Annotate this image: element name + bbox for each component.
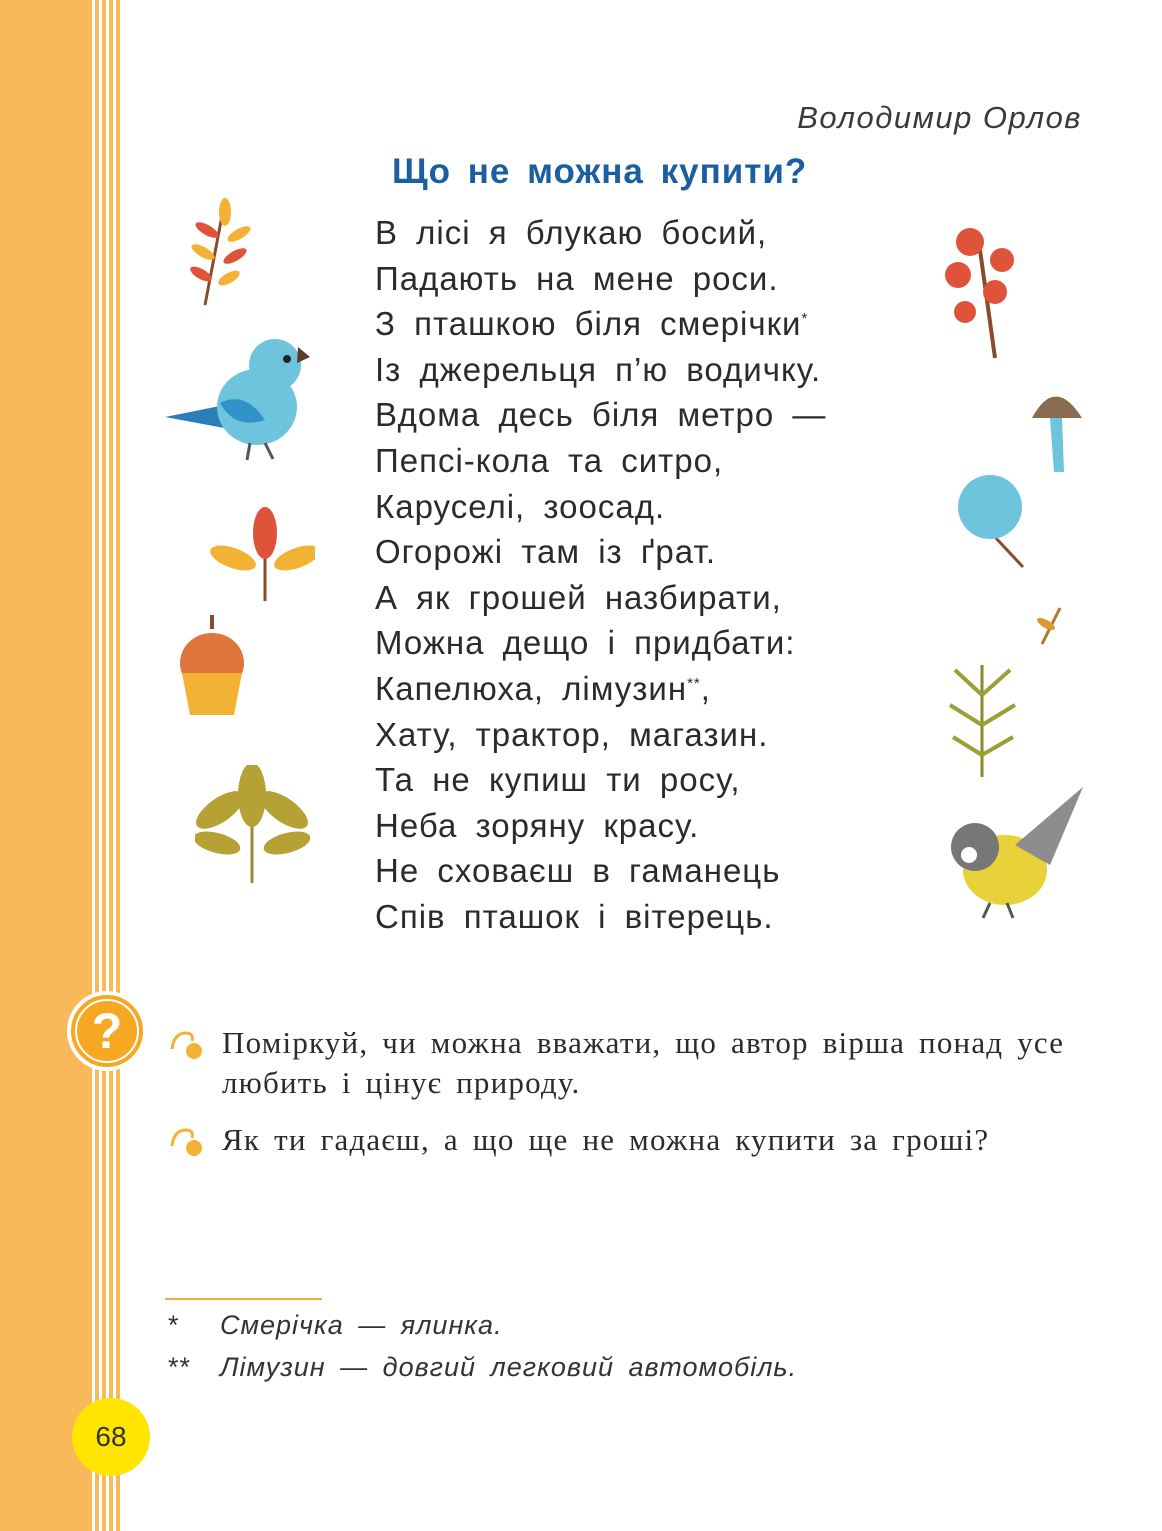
svg-text:?: ? (91, 1003, 123, 1059)
chestnut-leaf-icon (195, 765, 310, 885)
footnote-mark: * (168, 1310, 180, 1340)
poem-line: Огорожі там із ґрат. (375, 533, 716, 571)
blue-bird-icon (165, 335, 310, 465)
poem-line (375, 301, 826, 347)
footnote-divider (165, 1298, 322, 1300)
task-bullet-icon (168, 1027, 208, 1061)
rowan-berries-icon (940, 220, 1030, 360)
autumn-leaf-branch-icon (185, 190, 255, 310)
footnote-text: Лімузин — довгий легковий автомобіль. (220, 1352, 798, 1382)
poem-line: Каруселі, зоосад. (375, 487, 666, 525)
mushroom-icon (1030, 380, 1085, 475)
poem-line: Вдома десь біля метро — (375, 396, 827, 434)
poem-title: Що не можна купити? (392, 152, 808, 191)
poem-line-text: Капелюха, лімузин (375, 669, 688, 707)
task-text: Поміркуй, чи можна вважати, що автор вірша понад усе любить і цінує природу. (222, 1025, 1065, 1100)
poem-line: Хату, трактор, магазин. (375, 715, 769, 753)
acorn-icon (178, 615, 246, 720)
side-stripes (92, 0, 120, 1531)
poem-line: Спів пташок і вітерець. (375, 897, 774, 935)
poem-line: Падають на мене роси. (375, 259, 779, 297)
titmouse-bird-icon (945, 785, 1085, 920)
side-band (0, 0, 92, 1531)
task-item (168, 1023, 1092, 1103)
author-name: Володимир Орлов (797, 100, 1082, 135)
poem-line-tail: , (700, 669, 711, 707)
poem-line: Пепсі-кола та ситро, (375, 441, 724, 479)
poem-text (375, 210, 826, 940)
poem-line-text: З пташкою біля смерічки (375, 305, 802, 343)
poem-line: Із джерельця п’ю водичку. (375, 350, 822, 388)
task-text: Як ти гадаєш, а що ще не можна купити за гроші? (222, 1122, 990, 1157)
footnote (168, 1352, 797, 1383)
poem-line: Не сховаєш в гаманець (375, 852, 781, 890)
poem-line: В лісі я блукаю босий, (375, 214, 768, 251)
poem-line: Неба зоряну красу. (375, 806, 700, 844)
poem-line: А як грошей назбирати, (375, 578, 782, 616)
task-bullet-icon (168, 1124, 208, 1158)
footnote (168, 1310, 503, 1341)
task-item (168, 1120, 1092, 1160)
autumn-leaves-icon (205, 503, 315, 603)
page-number: 68 (72, 1398, 150, 1476)
footnote-text: Смерічка — ялинка. (220, 1310, 503, 1340)
small-leaf-icon (1032, 602, 1072, 647)
poem-line: Та не купиш ти росу, (375, 761, 741, 799)
poem-line (375, 666, 826, 712)
footnote-mark: ** (687, 674, 701, 692)
poem-line: Можна дещо і придбати: (375, 624, 796, 662)
blue-plant-icon (948, 465, 1033, 570)
footnote-mark: ** (168, 1352, 192, 1382)
footnote-mark: * (801, 310, 809, 328)
question-mark-icon (66, 990, 148, 1072)
green-branch-icon (945, 655, 1020, 780)
